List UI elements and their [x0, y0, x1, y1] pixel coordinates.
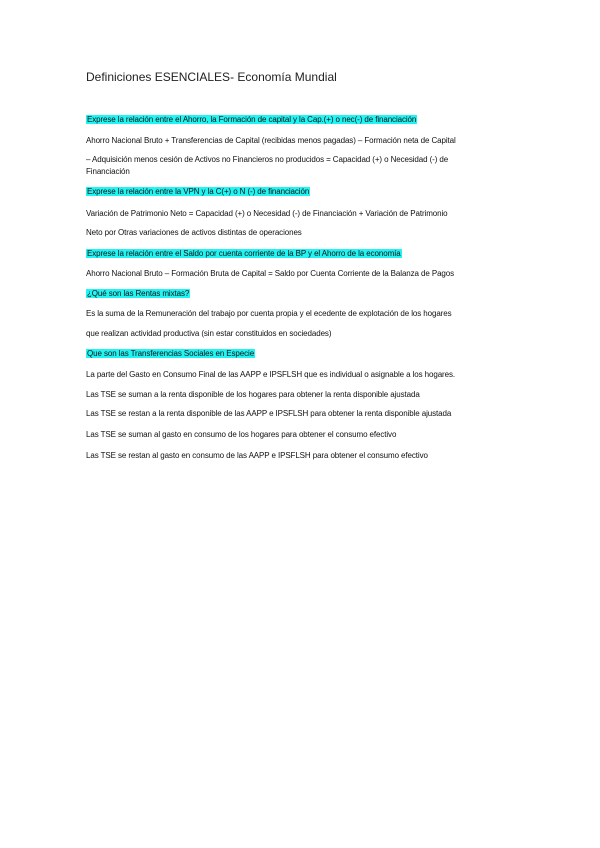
text-line: Variación de Patrimonio Neto = Capacidad (+) o Necesidad (-) de Financiación + Variación de Patrimonio: [86, 209, 448, 218]
question-heading: Exprese la relación entre el Ahorro, la Formación de capital y la Cap.(+) o nec(-) de financiación: [87, 115, 417, 124]
text-line: que realizan actividad productiva (sin estar constituidos en sociedades): [86, 329, 332, 338]
text-line: – Adquisición menos cesión de Activos no Financieros no producidos = Capacidad (+) o Necesidad (-) de: [86, 155, 449, 164]
text-line: Las TSE se suman a la renta disponible de los hogares para obtener la renta disponible ajustada: [86, 390, 420, 399]
question-heading: Exprese la relación entre el Saldo por cuenta corriente de la BP y el Ahorro de la economía: [87, 249, 401, 258]
text-line: Las TSE se restan a la renta disponible de las AAPP e IPSFLSH para obtener la renta disponible ajustada: [86, 409, 452, 418]
text-line: Es la suma de la Remuneración del trabajo por cuenta propia y el ecedente de explotación de los hogares: [86, 309, 452, 318]
text-line: Ahorro Nacional Bruto – Formación Bruta de Capital = Saldo por Cuenta Corriente de la Balanza de Pagos: [86, 269, 455, 278]
text-line: Ahorro Nacional Bruto + Transferencias de Capital (recibidas menos pagadas) – Formación neta de Capital: [86, 136, 456, 145]
text-line: Las TSE se restan al gasto en consumo de las AAPP e IPSFLSH para obtener el consumo efectivo: [86, 451, 428, 460]
question-heading: ¿Qué son las Rentas mixtas?: [87, 289, 190, 298]
question-heading: Que son las Transferencias Sociales en Especie: [87, 349, 255, 358]
text-line: Las TSE se suman al gasto en consumo de los hogares para obtener el consumo efectivo: [86, 430, 397, 439]
text-line: Neto por Otras variaciones de activos distintas de operaciones: [86, 228, 302, 237]
text-line: La parte del Gasto en Consumo Final de las AAPP e IPSFLSH que es individual o asignable a los hogares.: [86, 370, 455, 379]
page-title: Definiciones ESENCIALES- Economía Mundial: [86, 70, 337, 84]
question-heading: Exprese la relación entre la VPN y la C(+) o N (-) de financiación: [87, 187, 310, 196]
text-line: Financiación: [86, 167, 130, 176]
